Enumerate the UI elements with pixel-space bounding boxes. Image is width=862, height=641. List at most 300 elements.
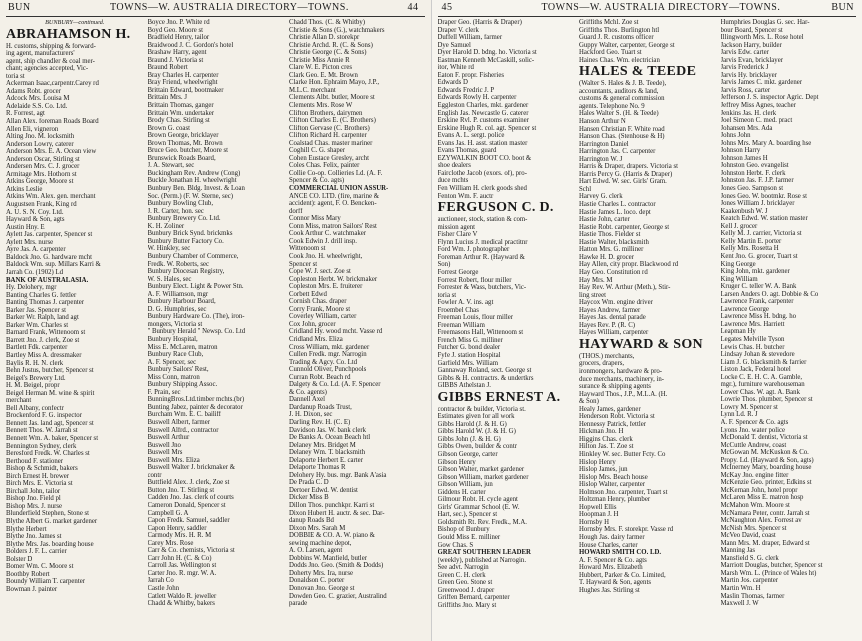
directory-line: Adelaide S.S. Co. Ltd. xyxy=(6,102,68,110)
directory-line: Bolders J. F. L. carrier xyxy=(6,548,67,556)
directory-line: mission agent xyxy=(437,223,476,231)
directory-line: Spencer & Co. agts) xyxy=(289,177,345,185)
directory-line: " Bunbury Herald " Newsp. Co. Ltd xyxy=(147,328,246,336)
directory-line: Catlett Waldo R. jeweller xyxy=(147,592,217,600)
directory-line: McNaughton Alex. Forrest av xyxy=(720,517,802,525)
directory-line: Holtzman Henry, plumber xyxy=(579,496,651,504)
directory-line: accountants, auditors & land, xyxy=(579,87,659,95)
directory-line: danup Roads Bd xyxy=(289,517,334,525)
header-rule xyxy=(438,16,857,17)
directory-line: Fredk. W. Roberts, sec xyxy=(147,260,210,268)
directory-line: Buswell Arthur xyxy=(147,434,190,442)
directory-line: Bunbury Sailors' Rest, xyxy=(147,366,209,374)
directory-line: duce merchants, machinery, in- xyxy=(579,375,665,383)
directory-line: Bunbury Race Club, xyxy=(147,351,204,359)
directory-line: ing agent, manufacturers' xyxy=(6,50,75,58)
directory-line: King John, mkt. gardener xyxy=(720,268,790,276)
directory-line: Boyd Geo. Moore st xyxy=(147,26,204,34)
directory-line: W. Hinkley, sec xyxy=(147,245,191,253)
directory-line: Fisher Clare V xyxy=(437,231,478,239)
directory-line: Liston Jack, Federal hotel xyxy=(720,366,791,374)
directory-line: Bradfield Henry, tailor xyxy=(147,34,210,42)
directory-line: Harrington Jas. C. carpenter xyxy=(579,148,656,156)
directory-line: Lawrence Mrs. Harriett xyxy=(720,320,785,328)
directory-line: Hayes Rev. P. (R. C) xyxy=(579,321,636,329)
directory-line: Hansen Christian F. White road xyxy=(579,125,665,133)
directory-line: Dobbins W. Manfield, butler xyxy=(289,554,367,562)
directory-line: W. S. Hales, sec xyxy=(147,275,192,283)
directory-line: (THOS.) merchants, xyxy=(579,352,635,360)
directory-line: Jeffrey Miss Agnes, teacher xyxy=(720,102,796,110)
directory-line: A. F. Spencer & Co. agts xyxy=(720,418,789,426)
directory-line: McLaren Miss E. matron hosp xyxy=(720,494,804,502)
directory-line: Gow Chas. S xyxy=(437,541,474,549)
directory-line: Cridland Mrs. Eliza xyxy=(289,335,343,343)
right-column-3 xyxy=(721,19,859,639)
directory-line: Freeman Louis, flour miller xyxy=(437,314,514,322)
directory-line: Button Jno. T. Stirling st xyxy=(147,486,215,494)
directory-line: Giddens H. carter xyxy=(437,488,486,496)
directory-line: Miss E. McLaren, matron xyxy=(147,343,218,351)
directory-line: Bunbury Elect. Light & Power Stn. xyxy=(147,283,244,291)
directory-line: Hanson Chas. (Stenhouse & H) xyxy=(579,133,665,141)
directory-line: Bunting Jabez, painter & decorator xyxy=(147,403,243,411)
directory-line: Dowden Geo. C. grazier, Australind xyxy=(289,592,387,600)
directory-line: Hackford Geo. Tuart st xyxy=(579,49,642,57)
directory-line: Lawrence Miss H. bdng. ho xyxy=(720,313,797,321)
directory-line: Bennett Jas. land agt, Spencer st xyxy=(6,419,94,427)
directory-line: Cox John, grocer xyxy=(289,320,336,328)
directory-line: Davidson Jas. W. bank clerk xyxy=(289,426,367,434)
directory-line: Bray Friend, wheelwright xyxy=(147,79,218,87)
directory-line: McKenzie Geo. printer, Edkins st xyxy=(720,479,812,487)
directory-line: Haines Chas. Wm. electrician xyxy=(579,56,660,64)
directory-line: Hay Allen, city propr. Blackwood rd xyxy=(579,261,679,269)
directory-line: Jones William J. bricklayer xyxy=(720,200,795,208)
directory-line: Coverley William, carter xyxy=(289,313,357,321)
directory-line: Trading & Agcy. Co. Ltd xyxy=(289,358,358,366)
directory-line: Lowrie Thos. plumber, Spencer st xyxy=(720,396,813,404)
directory-line: Cullen Fredk. mgr. Narrogin xyxy=(289,351,367,359)
directory-line: duce mchts xyxy=(437,177,469,185)
directory-line: Adcock Mrs. Louisa M xyxy=(6,95,70,103)
directory-line: Hislop Walter, carpenter xyxy=(579,481,646,489)
directory-line: Anderson Mrs. E. A. Ocean view xyxy=(6,148,97,156)
directory-line: GIBBS Athelstan J. xyxy=(437,382,491,390)
directory-line: Brockenford F. G. inspector xyxy=(6,412,82,420)
directory-line: Forrest George xyxy=(437,268,479,276)
directory-line: Bunbury Chamber of Commerce, xyxy=(147,252,239,260)
directory-line: J. A. Stewart, sec xyxy=(147,162,195,170)
directory-line: Kell J. grocer xyxy=(720,222,758,230)
directory-line: Christie Allan D. storekpr xyxy=(289,34,360,42)
directory-line: contractor & builder, Victoria st. xyxy=(437,405,526,413)
directory-line: grocers, drapers, xyxy=(579,360,625,368)
directory-line: Bunbury Shipping Assoc. xyxy=(147,381,218,389)
directory-line: J. R. Carter, hon. sec xyxy=(147,207,204,215)
directory-line: Edwards Rowly H. carpenter xyxy=(437,94,517,102)
directory-line: Harris Percy G. (Harris & Draper) xyxy=(579,170,673,178)
directory-line: Castle John xyxy=(147,585,180,593)
directory-line: Keatch Edwd. W. station master xyxy=(720,215,808,223)
directory-line: Greenwood J. draper xyxy=(437,586,495,594)
directory-line: F. Prain, sec xyxy=(147,388,181,396)
directory-line: H. customs, shipping & forward- xyxy=(6,42,96,50)
directory-line: Green C. H. clerk xyxy=(437,571,486,579)
directory-line: Hay Geo. Constitution rd xyxy=(579,268,648,276)
directory-line: Buswell Jno xyxy=(147,441,181,449)
directory-line: (Walter S. Hales & J. B. Teede), xyxy=(579,80,667,88)
directory-line: Cohen Eustace Gresley, archt xyxy=(289,154,369,162)
directory-line: Joel Simeon C. med. pract xyxy=(720,117,793,125)
directory-line: Atkins Wm. Alex. gen. merchant xyxy=(6,193,96,201)
directory-line: Delaney Wm. T. blacksmith xyxy=(289,449,366,457)
directory-line: Legates Melville Tyson xyxy=(720,335,785,343)
directory-line: Barrett Jno. J. clerk, Zoe st xyxy=(6,336,80,344)
directory-line: Copleston Mrs. E. fruiterer xyxy=(289,283,363,291)
directory-line: Blythe Herbert xyxy=(6,525,47,533)
directory-line: Campbell G. A xyxy=(147,509,189,517)
directory-line: Hay Mrs. M xyxy=(579,276,613,284)
directory-line: Hughes Jas. Stirling st xyxy=(579,586,640,594)
directory-line: Bunbury Hardware Co. (The), iron- xyxy=(147,313,245,321)
directory-line: BUNBURY—continued. xyxy=(45,19,105,26)
directory-line: Griffiths Mchl. Zoe st xyxy=(579,19,639,26)
directory-line: mongers, Victoria st xyxy=(147,320,203,328)
directory-line: Hastie James L. loco. dept xyxy=(579,208,651,216)
directory-line: Jarvis Ross, carter xyxy=(720,86,771,94)
directory-line: Clark Geo. E. Mt. Brown xyxy=(289,71,358,79)
directory-line: Boothby Robert xyxy=(6,570,50,578)
directory-line: Draper Geo. (Harris & Draper) xyxy=(437,19,522,26)
directory-line: (weekly), published at Narrogin. xyxy=(437,556,527,564)
directory-line: Edwards Fredric J. P xyxy=(437,86,495,94)
directory-line: Edwards D xyxy=(437,79,468,87)
directory-line: Beigel's Brewery Ltd. xyxy=(6,374,66,382)
directory-line: A. F. Spencer & Co. agts xyxy=(579,556,647,564)
directory-line: & Son) xyxy=(579,398,599,406)
directory-line: Bunbury Bowling Club, xyxy=(147,200,214,208)
directory-line: Clarke Hon. Ephraim Mayo, J.P., xyxy=(289,79,380,87)
directory-line: Griffiths Jno. Mary st xyxy=(437,601,497,609)
directory-line: Brody Chas. Stirling st xyxy=(147,117,210,125)
directory-line: Lawrence Frank, carpenter xyxy=(720,298,794,306)
directory-line: Howard Mrs. Elizabeth xyxy=(579,564,643,572)
directory-line: Corry Frank, Moore st xyxy=(289,305,351,313)
directory-line: Gannaway Roland, sect. George st xyxy=(437,367,532,375)
directory-line: & Co. agents) xyxy=(289,388,327,396)
directory-line: Carr John H. (C. & Co) xyxy=(147,554,212,562)
directory-line: Fowler A. V. ins. agt xyxy=(437,299,494,307)
directory-line: Bunbury Butter Factory Co. xyxy=(147,237,224,245)
right-column-2 xyxy=(579,19,717,639)
directory-line: Coles Chas. Felix, painter xyxy=(289,162,360,170)
directory-line: ironmongers, hardware & pro- xyxy=(579,367,663,375)
directory-line: Alting Jno. M. locksmith xyxy=(6,133,75,141)
directory-line: Eaton F. propr. Fisheries xyxy=(437,71,504,79)
directory-line: Hanson Arthur N xyxy=(579,118,626,126)
directory-line: Brown Thomas, Mt. Brown xyxy=(147,139,223,147)
directory-line: Henderson Robt. Victoria st xyxy=(579,413,655,421)
directory-line: GREAT SOUTHERN LEADER xyxy=(437,549,531,557)
directory-line: Aylett Jas. carpenter, Spencer st xyxy=(6,231,93,239)
directory-line: Delaney Mrs. Bridget M xyxy=(289,441,356,449)
directory-line: J. H. Dixon, sec xyxy=(289,411,333,419)
directory-line: Boyce Jno. P. White rd xyxy=(147,19,210,26)
directory-line: Blythe Albert G. market gardener xyxy=(6,518,98,525)
directory-line: Banting Charles G. fettler xyxy=(6,291,77,299)
running-title: TOWNS—W. AUSTRALIA DIRECTORY—TOWNS. xyxy=(110,2,349,13)
directory-line: Bishop Mrs. J. nurse xyxy=(6,502,63,510)
directory-line: Gibson Walter, market gardener xyxy=(437,466,525,474)
directory-line: Allen Eli, vigneron xyxy=(6,125,59,133)
directory-line: Christie & Sons (G.), watchmakers xyxy=(289,26,385,34)
directory-line: HOWARD SMITH CO. LD. xyxy=(579,549,662,557)
directory-line: Manning Jas xyxy=(720,547,756,555)
directory-line: Kruger C. teller W. A. Bank xyxy=(720,283,797,291)
directory-line: ling street xyxy=(579,291,606,299)
directory-line: A. O. Larsen, agent xyxy=(289,547,343,555)
directory-line: McMahon Wm. Moore st xyxy=(720,502,790,509)
directory-line: Cook Jno. H. wheelwright, xyxy=(289,252,363,260)
directory-line: Hay Rev. W. Arthur (Meth.), Stir- xyxy=(579,284,671,292)
directory-line: D. G. Humphries, sec xyxy=(147,305,207,313)
directory-line: Christie Miss Annie R xyxy=(289,56,350,64)
directory-line: Capon Henry, saddler xyxy=(147,524,207,532)
directory-line: Fen William H. clerk goods shed xyxy=(437,185,527,193)
directory-line: Brittain Mrs. J xyxy=(147,94,187,102)
directory-line: Buswell Walter J. brickmaker & xyxy=(147,464,235,472)
directory-line: Cornish Chas. draper xyxy=(289,298,347,306)
page-number: 44 xyxy=(407,2,419,13)
directory-line: Guppy Walter, carpenter, George st xyxy=(579,41,675,49)
directory-line: Austin Hny. E xyxy=(6,223,45,231)
directory-line: Lawrence George xyxy=(720,305,769,313)
directory-line: McKay Jno. engine fitter xyxy=(720,471,789,479)
directory-line: Clements Albt. butler, Moore st xyxy=(289,94,375,102)
directory-line: Boundy William T. carpenter xyxy=(6,578,86,586)
directory-line: FERGUSON C. D. xyxy=(437,200,554,216)
directory-line: Evans A. L. sergt. police xyxy=(437,132,505,140)
directory-line: K. H. Zoliner xyxy=(147,222,185,230)
directory-line: bour Board, Spencer st xyxy=(720,26,783,34)
directory-line: Birch Ernest H. brewer xyxy=(6,472,70,480)
directory-line: Copleston Herbt. W. brickmaker xyxy=(289,275,378,283)
running-head-corner: BUN xyxy=(8,2,31,13)
directory-line: Blythe Mrs. Jas. boarding house xyxy=(6,540,94,548)
directory-line: Lewis Chas. H. butcher xyxy=(720,343,785,351)
directory-line: Lyons Jno. water police xyxy=(720,426,786,434)
directory-line: Hilton Jas. T. Zoe st xyxy=(579,443,634,451)
directory-line: Green Geo. Stone st xyxy=(437,579,493,587)
directory-line: Brown G. coast xyxy=(147,124,190,132)
directory-line: chant; agencies accepted, Vic- xyxy=(6,65,89,73)
directory-line: Griffen Bernard, carpenter xyxy=(437,594,510,602)
directory-line: M.L.C. merchant xyxy=(289,86,336,94)
directory-line: Lynn Ld. R. J xyxy=(720,411,758,419)
directory-line: Clifton Richard H. carpenter xyxy=(289,132,367,140)
directory-line: Draper V. clerk xyxy=(437,26,479,34)
directory-line: Aylett Mrs. nurse xyxy=(6,238,54,246)
directory-line: Delaporte Herbert E. carter xyxy=(289,456,363,464)
directory-line: Carey Mrs. Rose xyxy=(147,539,194,547)
directory-line: Braidwood J. C. Gordon's hotel xyxy=(147,41,234,49)
directory-line: McNish Mrs. Spencer st xyxy=(720,524,787,532)
directory-line: Brittain Wm. undertaker xyxy=(147,109,215,117)
directory-line: Chadd & Whitby, bakers xyxy=(147,600,215,608)
directory-line: McNamara Peter, contr. Jarrah st xyxy=(720,509,810,517)
left-column-3 xyxy=(289,19,427,639)
directory-line: Barker Wr. Ralph, land agt xyxy=(6,314,79,322)
directory-line: A. F. Williamson, mgr xyxy=(147,290,209,298)
directory-line: Bowman J. painter xyxy=(6,585,58,593)
directory-line: Baylis R. H. N. clerk xyxy=(6,359,64,367)
directory-line: Fenton Wm. F. auctr xyxy=(437,192,494,200)
directory-line: Barnard Frank, Wittenoom st xyxy=(6,329,86,337)
directory-line: Jarvis Evan, bricklayer xyxy=(720,56,783,64)
directory-line: Jarrah Co. (1902) Ld xyxy=(6,268,64,276)
directory-line: Hales Walter S. (H. & Teede) xyxy=(579,110,659,118)
directory-line: Hatton Mrs. G. milliner xyxy=(579,246,644,254)
directory-line: McDonald T. dentist, Victoria st xyxy=(720,434,808,442)
directory-line: Collie Co-op. Collieries Ld. (A. F. xyxy=(289,169,383,177)
directory-line: Delaporte Thomas R xyxy=(289,464,346,472)
directory-line: Bennett Wm. A. baker, Spencer st xyxy=(6,434,99,442)
directory-line: Freemasons Hall, Wittenoom st xyxy=(437,329,524,337)
directory-line: Bell Albany, confectr xyxy=(6,404,64,412)
directory-line: Jarvis Hy. bricklayer xyxy=(720,71,777,79)
directory-line: Dertoer Edwd. W. dentist xyxy=(289,486,358,494)
directory-line: Johnson Harry xyxy=(720,147,761,155)
directory-line: Ayre Jas. A. carpenter xyxy=(6,246,66,254)
directory-line: Armitage Mrs. Hothorn st xyxy=(6,170,77,178)
directory-line: shoe dealers xyxy=(437,162,471,170)
directory-line: Banting Thomas J. carpenter xyxy=(6,299,85,307)
directory-line: Gibson Henry xyxy=(437,458,476,466)
directory-line: agent, ship chandler & coal mer- xyxy=(6,57,95,65)
directory-line: Bartlett Fdk. carpenter xyxy=(6,344,68,352)
directory-line: BunningBros.Ltd.timber mchts.(br) xyxy=(147,396,245,404)
directory-line: Dye Samuel xyxy=(437,41,471,49)
directory-line: Behn Justus, butcher, Spencer st xyxy=(6,367,94,375)
right-page-header xyxy=(432,2,862,16)
directory-line: Hislop Mrs. Beach house xyxy=(579,473,648,481)
directory-line: Hastie John, carter xyxy=(579,216,630,224)
directory-line: Fyfe J. station Hospital xyxy=(437,351,501,359)
directory-line: Hayes Jas. dental parade xyxy=(579,314,646,322)
page-number: 45 xyxy=(441,2,453,13)
directory-line: agents. Telephone No. 9 xyxy=(579,102,645,110)
directory-line: Jarvis Frederick J xyxy=(720,64,769,72)
directory-line: Gibbs John (J. & H. G) xyxy=(437,435,501,443)
directory-line: McKernan John, hotel propr xyxy=(720,486,798,494)
directory-line: Bunbury Brewery Co. Ltd. xyxy=(147,215,221,223)
directory-line: Dixon Mrs. Sarah M xyxy=(289,524,346,532)
directory-line: Hy. Delohery, mgr xyxy=(6,284,57,292)
directory-line: Hart Edwd. W. sec. Girls' Gram. xyxy=(579,178,667,186)
directory-line: Eggleston Charles, mkt. gardener xyxy=(437,102,529,110)
directory-line: Kelly M. J. carrier, Victoria st xyxy=(720,230,802,238)
directory-line: EZYWALKIN BOOT CO. boot & xyxy=(437,154,532,162)
directory-line: Gilmour Robt. H. cycle agent xyxy=(437,496,518,504)
directory-line: Donovan Jno. George st xyxy=(289,585,355,593)
directory-line: Bomer Wm. C. Moore st xyxy=(6,563,74,571)
directory-line: McCuttle Andrew, coast xyxy=(720,441,787,449)
directory-line: Hornsby Mrs. F. storekpr. Vasse rd xyxy=(579,526,674,534)
directory-line: contr xyxy=(147,471,162,479)
directory-line: Haycox Wm. engine driver xyxy=(579,299,653,307)
running-title: TOWNS—W. AUSTRALIA DIRECTORY—TOWNS. xyxy=(541,2,781,13)
directory-line: Estimates given for all work xyxy=(437,413,515,421)
directory-line: Barker Jas. Spencer st xyxy=(6,306,67,314)
directory-line: Jarvis Edw. carter xyxy=(720,49,769,57)
directory-line: Hayes Andrew, farmer xyxy=(579,306,641,314)
directory-line: Hastie Charles L. contractor xyxy=(579,201,656,209)
directory-line: Wittenoom st xyxy=(289,245,326,253)
directory-line: Gibson William, jun xyxy=(437,481,493,489)
directory-line: Martin Wm. H xyxy=(720,585,761,593)
directory-line: Bennington Sydney, clerk xyxy=(6,442,77,450)
directory-line: Clifton Brothers, dairymen xyxy=(289,109,363,117)
directory-line: Freeman William xyxy=(437,321,485,329)
directory-line: Humphries Douglas G. sec. Har- xyxy=(720,19,810,26)
directory-line: Mann Mrs. M. draper, Edward st xyxy=(720,539,810,547)
directory-line: Chadd Thos. (C. & Whitby) xyxy=(289,19,366,26)
directory-line: See advt. Narrogin xyxy=(437,564,489,572)
directory-line: Buswell Alfrd., contractor xyxy=(147,426,219,434)
directory-line: Corbett Edwd xyxy=(289,290,327,298)
directory-line: Blythe Jno. James st xyxy=(6,533,62,541)
right-column-1 xyxy=(438,19,576,639)
directory-line: Gibbs Harold (J. & H. G) xyxy=(437,420,507,428)
directory-line: Buttfield Alex. J. clerk, Zoe st xyxy=(147,479,230,487)
directory-line: itor, White rd xyxy=(437,64,474,72)
directory-line: accident): agent, F. O. Bencken- xyxy=(289,200,377,208)
directory-line: Foreman Arthur R. (Hayward & xyxy=(437,253,525,261)
directory-line: Harvey G. clerk xyxy=(579,193,623,201)
directory-line: Erskine Rvl. P. customs examiner xyxy=(437,117,529,125)
directory-line: GIBBS ERNEST A. xyxy=(437,389,561,405)
directory-line: Miss Conn, matron xyxy=(147,373,200,381)
directory-line: Dannell Axel xyxy=(289,396,326,404)
directory-line: Girls' Grammar School (E. W. xyxy=(437,503,520,511)
directory-line: Buckingham Rev. Andrew (Cong) xyxy=(147,169,241,177)
directory-line: Forrest Robert, flour miller xyxy=(437,276,512,284)
directory-line: De Banks A. Ocean Beach htl xyxy=(289,434,371,442)
directory-line: Evans Thomas, guard xyxy=(437,147,497,155)
directory-line: Forrester & Wass, butchers, Vic- xyxy=(437,284,527,292)
directory-line: Dalgety & Co. Ld. (A. F. Spencer xyxy=(289,381,381,389)
directory-line: Gibbs & H. contractrs. & undertkrs xyxy=(437,374,534,382)
directory-line: Martin Jos. carpenter xyxy=(720,577,779,585)
directory-line: Buswell Mrs. Eliza xyxy=(147,456,200,464)
directory-line: Carroll Jas. Wellington st xyxy=(147,562,217,570)
directory-line: Jones Geo. W. bootmkr. Rose st xyxy=(720,192,807,200)
directory-line: Dardanup Roads Trust, xyxy=(289,403,352,411)
directory-line: Buswell Mrs xyxy=(147,449,183,457)
directory-line: Bishop Jno. Field pl xyxy=(6,495,61,503)
directory-line: Kaakenbush W. J xyxy=(720,207,768,215)
directory-line: DOBBIE & CO. A. W. piano & xyxy=(289,532,375,540)
directory-line: Larsen Anders O. agt. Dobbie & Co xyxy=(720,290,819,298)
directory-line: Bruce Geo. butcher, Moore st xyxy=(147,147,229,155)
directory-line: Clements Mrs. Rose W xyxy=(289,102,353,110)
directory-line: Maslin Thomas, farmer xyxy=(720,592,785,600)
directory-line: Liam J. G. blacksmith & farrier xyxy=(720,358,807,366)
directory-line: De Prada C. D xyxy=(289,479,329,487)
directory-line: Dixon Hubert H. auctr. & sec. Dar- xyxy=(289,509,385,517)
directory-line: Blunderfield Stephen, Stone st xyxy=(6,510,90,518)
